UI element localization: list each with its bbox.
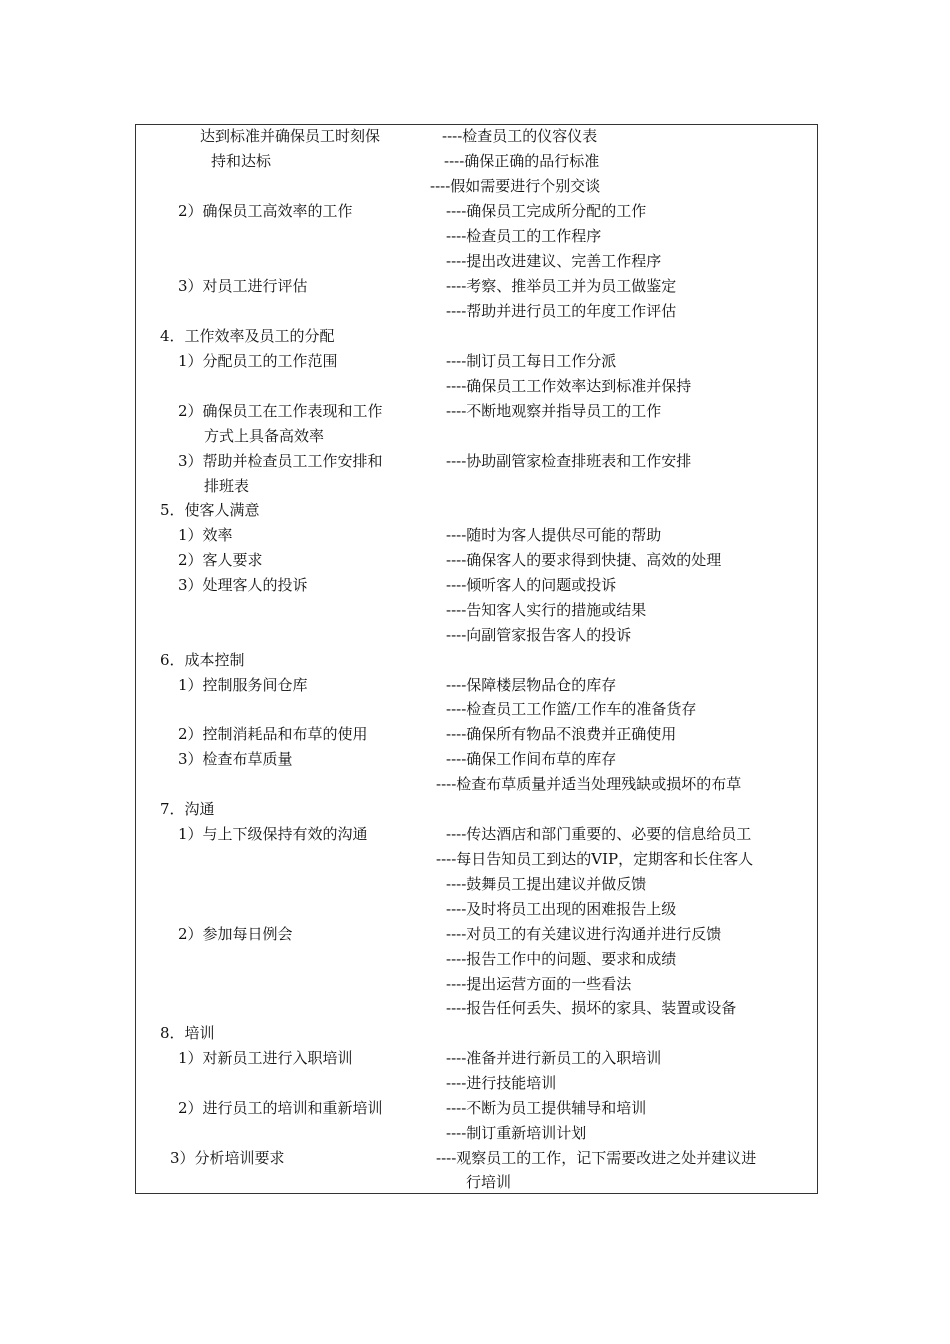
text-line: ----确保正确的品行标准 bbox=[444, 152, 600, 170]
text-line: 3）处理客人的投诉 bbox=[178, 576, 308, 594]
text-line: ----制订员工每日工作分派 bbox=[446, 352, 617, 370]
text-line: ----保障楼层物品仓的库存 bbox=[446, 676, 617, 694]
text-line: 2）确保员工高效率的工作 bbox=[178, 202, 353, 220]
text-line: 排班表 bbox=[204, 477, 250, 495]
text-line: ----考察、推举员工并为员工做鉴定 bbox=[446, 277, 677, 295]
text-line: 1）与上下级保持有效的沟通 bbox=[178, 825, 368, 843]
text-line: ----检查员工工作篮/工作车的准备货存 bbox=[446, 700, 697, 718]
text-line: 3）对员工进行评估 bbox=[178, 277, 308, 295]
text-line: ----鼓舞员工提出建议并做反馈 bbox=[446, 875, 647, 893]
text-line: 1）控制服务间仓库 bbox=[178, 676, 308, 694]
text-line: 1）对新员工进行入职培训 bbox=[178, 1049, 353, 1067]
text-line: 行培训 bbox=[466, 1173, 512, 1191]
text-line: 2）确保员工在工作表现和工作 bbox=[178, 402, 383, 420]
text-line: ----提出运营方面的一些看法 bbox=[446, 975, 632, 993]
text-line: ----确保员工工作效率达到标准并保持 bbox=[446, 377, 692, 395]
text-line: 3）分析培训要求 bbox=[170, 1149, 285, 1167]
section-heading: 5．使客人满意 bbox=[160, 501, 260, 519]
text-line: ----随时为客人提供尽可能的帮助 bbox=[446, 526, 662, 544]
text-line: ----制订重新培训计划 bbox=[446, 1124, 587, 1142]
text-line: 2）控制消耗品和布草的使用 bbox=[178, 725, 368, 743]
text-line: 2）客人要求 bbox=[178, 551, 263, 569]
text-line: 2）参加每日例会 bbox=[178, 925, 293, 943]
text-line: ----不断为员工提供辅导和培训 bbox=[446, 1099, 647, 1117]
text-line: ----观察员工的工作，记下需要改进之处并建议进 bbox=[436, 1149, 757, 1167]
text-line: 3）帮助并检查员工工作安排和 bbox=[178, 452, 383, 470]
text-line: ----检查员工的仪容仪表 bbox=[442, 127, 598, 145]
text-line: 1）分配员工的工作范围 bbox=[178, 352, 338, 370]
text-line: 达到标准并确保员工时刻保 bbox=[200, 127, 381, 145]
text-line: 3）检查布草质量 bbox=[178, 750, 293, 768]
text-line: ----确保所有物品不浪费并正确使用 bbox=[446, 725, 677, 743]
text-line: ----检查布草质量并适当处理残缺或损坏的布草 bbox=[436, 775, 742, 793]
section-heading: 8．培训 bbox=[160, 1024, 215, 1042]
text-line: ----准备并进行新员工的入职培训 bbox=[446, 1049, 662, 1067]
text-line: 2）进行员工的培训和重新培训 bbox=[178, 1099, 383, 1117]
text-line: ----确保员工完成所分配的工作 bbox=[446, 202, 647, 220]
text-line: ----假如需要进行个别交谈 bbox=[430, 177, 601, 195]
text-line: ----及时将员工出现的困难报告上级 bbox=[446, 900, 677, 918]
section-heading: 7．沟通 bbox=[160, 800, 215, 818]
text-line: ----不断地观察并指导员工的工作 bbox=[446, 402, 662, 420]
text-line: ----报告任何丢失、损坏的家具、装置或设备 bbox=[446, 999, 737, 1017]
text-line: ----提出改进建议、完善工作程序 bbox=[446, 252, 662, 270]
text-line: ----帮助并进行员工的年度工作评估 bbox=[446, 302, 677, 320]
text-line: 1）效率 bbox=[178, 526, 233, 544]
text-line: ----报告工作中的问题、要求和成绩 bbox=[446, 950, 677, 968]
text-line: ----进行技能培训 bbox=[446, 1074, 557, 1092]
text-line: ----确保工作间布草的库存 bbox=[446, 750, 617, 768]
text-line: ----向副管家报告客人的投诉 bbox=[446, 626, 632, 644]
text-line: ----倾听客人的问题或投诉 bbox=[446, 576, 617, 594]
text-line: ----协助副管家检查排班表和工作安排 bbox=[446, 452, 692, 470]
text-line: 方式上具备高效率 bbox=[204, 427, 325, 445]
text-line: ----告知客人实行的措施或结果 bbox=[446, 601, 647, 619]
section-heading: 4．工作效率及员工的分配 bbox=[160, 327, 335, 345]
section-heading: 6．成本控制 bbox=[160, 651, 245, 669]
text-line: 持和达标 bbox=[211, 152, 272, 170]
text-line: ----检查员工的工作程序 bbox=[446, 227, 602, 245]
text-line: ----每日告知员工到达的VIP，定期客和长住客人 bbox=[436, 850, 754, 868]
text-line: ----对员工的有关建议进行沟通并进行反馈 bbox=[446, 925, 722, 943]
text-line: ----确保客人的要求得到快捷、高效的处理 bbox=[446, 551, 722, 569]
text-line: ----传达酒店和部门重要的、必要的信息给员工 bbox=[446, 825, 752, 843]
